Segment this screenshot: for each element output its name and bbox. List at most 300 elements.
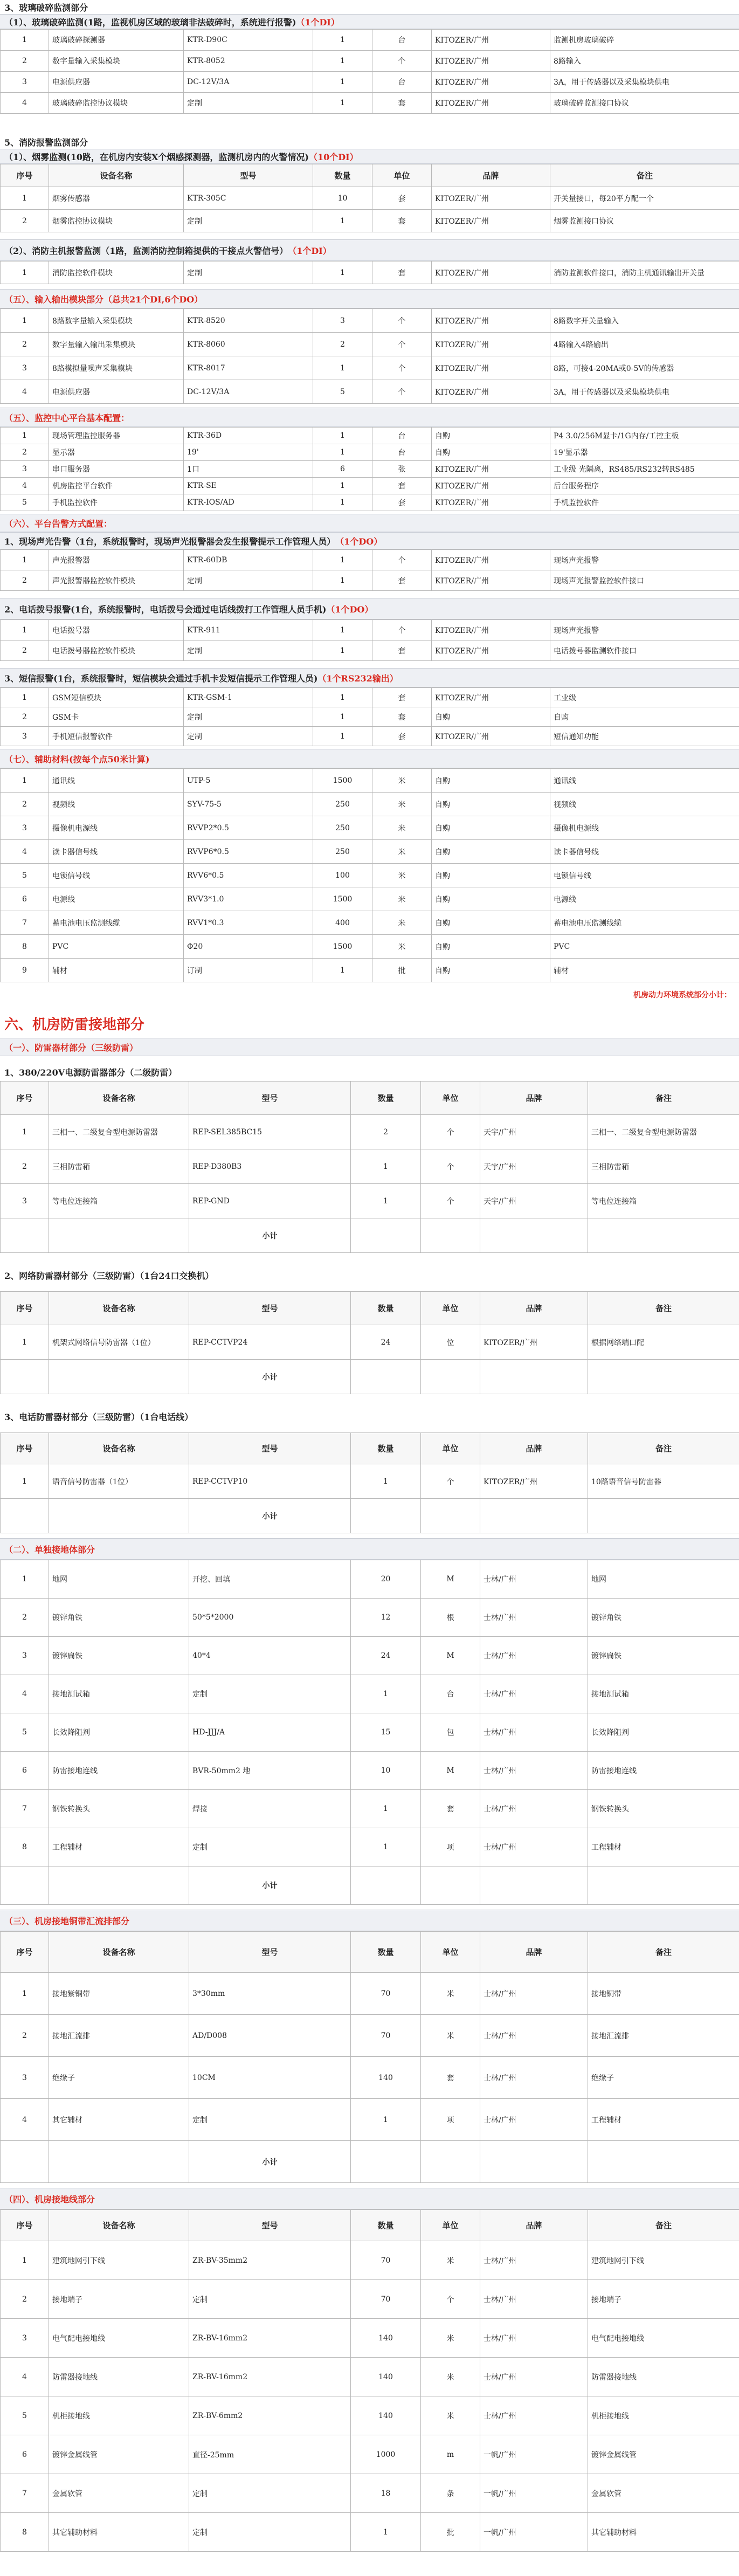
- cell: [480, 2141, 588, 2183]
- cell: 序号: [1, 1292, 49, 1325]
- cell: KTR-911: [184, 620, 313, 640]
- cell: 定制: [189, 2280, 351, 2319]
- table-row: [1, 2435, 739, 2474]
- cell: 100: [313, 864, 372, 887]
- cell: 显示器: [49, 444, 184, 461]
- cell: PVC: [49, 935, 184, 959]
- cell: 1: [351, 1828, 421, 1866]
- cell: 声光报警器: [49, 550, 184, 570]
- cell: 自购: [432, 959, 550, 982]
- cell: 辅材: [550, 959, 739, 982]
- cell: 等电位连接箱: [588, 1184, 739, 1218]
- cell: 根据网络端口配: [588, 1325, 739, 1360]
- cell: 3A，用于传感器以及采集模块供电: [550, 72, 739, 93]
- cell: 台: [421, 1675, 480, 1713]
- cell: 设备名称: [49, 1433, 189, 1464]
- cell: 后台服务程序: [550, 478, 739, 494]
- cell: 2: [1, 570, 49, 591]
- cell: 米: [421, 2319, 480, 2358]
- table-row: [1, 1325, 739, 1360]
- cell: 视频线: [49, 793, 184, 816]
- cell: 设备名称: [49, 2210, 189, 2241]
- cell: 摄像机电源线: [49, 816, 184, 840]
- cell: ZR-BV-16mm2: [189, 2358, 351, 2396]
- cell: 其它辅材: [49, 2099, 189, 2141]
- table-row: [1, 911, 739, 935]
- cell: 个: [372, 333, 432, 356]
- cell: [351, 1866, 421, 1905]
- cell: 工程辅材: [588, 2099, 739, 2141]
- cell: REP-GND: [189, 1184, 351, 1218]
- cell: 70: [351, 2280, 421, 2319]
- cell: 位: [421, 1325, 480, 1360]
- cell: 7: [1, 1790, 49, 1828]
- table-row: [1, 2241, 739, 2280]
- cell: 士林/广州: [480, 2241, 588, 2280]
- subtotal-row: [1, 1218, 739, 1253]
- cell: 建筑地网引下线: [588, 2241, 739, 2280]
- cell: [351, 1218, 421, 1253]
- cell: KITOZER/广州: [432, 72, 550, 93]
- cell: 根: [421, 1599, 480, 1637]
- cell: 单位: [421, 2210, 480, 2241]
- cell: [421, 1218, 480, 1253]
- cell: KITOZER/广州: [480, 1325, 588, 1360]
- cell: 士林/广州: [480, 2319, 588, 2358]
- cell: 6: [1, 1752, 49, 1790]
- cell: 批: [372, 959, 432, 982]
- cell: 士林/广州: [480, 1713, 588, 1752]
- cell: 单位: [421, 1082, 480, 1115]
- cell: 数字量输入采集模块: [49, 51, 184, 72]
- cell: 3: [1, 816, 49, 840]
- cell: 1500: [313, 935, 372, 959]
- table-row: [1, 727, 739, 746]
- cell: KITOZER/广州: [432, 333, 550, 356]
- subsection-title: （1）、玻璃破碎监测(1路，监视机房区域的玻璃非法破碎时，系统进行报警) （1个DI）: [0, 14, 739, 29]
- network-surge-table: [0, 1291, 739, 1394]
- cell: 数量: [351, 1932, 421, 1973]
- cell: 定制: [184, 261, 313, 284]
- cell: KITOZER/广州: [432, 478, 550, 494]
- cell: 50*5*2000: [189, 1599, 351, 1637]
- cell: 1: [313, 51, 372, 72]
- cell: 1: [313, 570, 372, 591]
- table-row: [1, 2396, 739, 2435]
- cell: 士林/广州: [480, 2099, 588, 2141]
- cell: 套: [372, 187, 432, 210]
- cell: 3: [313, 309, 372, 333]
- cell: 140: [351, 2319, 421, 2358]
- cell: 设备名称: [49, 1932, 189, 1973]
- section-title: 六、机房防雷接地部分: [0, 1009, 739, 1038]
- subtotal-row: [1, 2141, 739, 2183]
- cell: KITOZER/广州: [432, 51, 550, 72]
- cell: 2: [1, 1149, 49, 1184]
- cell: 镀锌扁铁: [588, 1637, 739, 1675]
- table-row: [1, 1752, 739, 1790]
- cell: KITOZER/广州: [432, 570, 550, 591]
- cell: RVVP2*0.5: [184, 816, 313, 840]
- cell: KITOZER/广州: [432, 461, 550, 478]
- cell: 玻璃破碎监测接口协议: [550, 93, 739, 114]
- cell: 电话拨号器监控软件模块: [49, 640, 184, 661]
- cell: REP-CCTVP10: [189, 1464, 351, 1499]
- cell: UTP-5: [184, 769, 313, 793]
- cell: 1: [351, 1790, 421, 1828]
- cell: 250: [313, 793, 372, 816]
- cell: 电源供应器: [49, 72, 184, 93]
- cell: [480, 1866, 588, 1905]
- cell: 米: [421, 2241, 480, 2280]
- cell: KTR-IOS/AD: [184, 494, 313, 511]
- cell: 定制: [184, 570, 313, 591]
- cell: 个: [372, 550, 432, 570]
- cell: 4: [1, 2358, 49, 2396]
- cell: AD/D008: [189, 2015, 351, 2057]
- cell: KITOZER/广州: [432, 620, 550, 640]
- table-row: [1, 1713, 739, 1752]
- cell: 套: [421, 2057, 480, 2099]
- cell: 数量: [351, 1292, 421, 1325]
- subsection-title: （七）、辅助材料(按每个点50米计算): [0, 749, 739, 768]
- cell: 1: [1, 769, 49, 793]
- cell: 现场声光报警监控软件接口: [550, 570, 739, 591]
- cell: 型号: [189, 1292, 351, 1325]
- cell: BVR-50mm2 地: [189, 1752, 351, 1790]
- table-row: [1, 1828, 739, 1866]
- cell: 数量: [351, 1433, 421, 1464]
- cell: SYV-75-5: [184, 793, 313, 816]
- cell: 自购: [432, 840, 550, 864]
- cell: 套: [372, 727, 432, 746]
- cell: 24: [351, 1637, 421, 1675]
- cell: 防雷器接地线: [588, 2358, 739, 2396]
- cell: 蓄电池电压监测线缆: [49, 911, 184, 935]
- cell: 开关量接口，每20平方配一个: [550, 187, 739, 210]
- cell: 6: [313, 461, 372, 478]
- cell: 1: [351, 1464, 421, 1499]
- table-row: [1, 51, 739, 72]
- cell: 10: [351, 1752, 421, 1790]
- cell: [588, 1866, 739, 1905]
- cell: 镀锌扁铁: [49, 1637, 189, 1675]
- cell: M: [421, 1560, 480, 1599]
- cell: 序号: [1, 1433, 49, 1464]
- cell: 套: [421, 1790, 480, 1828]
- cell: 电锁信号线: [550, 864, 739, 887]
- cell: 序号: [1, 1932, 49, 1973]
- cell: 个: [372, 309, 432, 333]
- cell: 8: [1, 935, 49, 959]
- subtotal-note: 机房动力环境系统部分小计：: [633, 991, 731, 1000]
- cell: 2: [1, 51, 49, 72]
- cell: 8路数字量输入采集模块: [49, 309, 184, 333]
- cell: 型号: [189, 2210, 351, 2241]
- cell: 备注: [588, 1082, 739, 1115]
- cell: 序号: [1, 1082, 49, 1115]
- cell: [351, 1499, 421, 1533]
- cell: 数字量输入输出采集模块: [49, 333, 184, 356]
- cell: 15: [351, 1713, 421, 1752]
- cell: 3: [1, 1637, 49, 1675]
- table-row: [1, 1184, 739, 1218]
- cell: 定制: [184, 93, 313, 114]
- aux-material-table: [0, 768, 739, 982]
- cell: 三相防雷箱: [49, 1149, 189, 1184]
- table-row: [1, 2358, 739, 2396]
- cell: ZR-BV-16mm2: [189, 2319, 351, 2358]
- subsection-title: 3、电话防雷器材部分（三级防雷）（1台电话线）: [0, 1400, 739, 1432]
- cell: 镀锌金属线管: [588, 2435, 739, 2474]
- cell: 自购: [432, 816, 550, 840]
- cell: 个: [421, 2280, 480, 2319]
- cell: 自购: [432, 887, 550, 911]
- cell: RVVP6*0.5: [184, 840, 313, 864]
- cell: 140: [351, 2396, 421, 2435]
- cell: [1, 2141, 49, 2183]
- cell: 2: [1, 210, 49, 232]
- table-row: [1, 428, 739, 444]
- cell: 玻璃破碎探测器: [49, 30, 184, 51]
- cell: 电锁信号线: [49, 864, 184, 887]
- cell: 现场声光报警: [550, 550, 739, 570]
- table-row: [1, 1973, 739, 2015]
- cell: 1: [313, 428, 372, 444]
- section-title: 5、消防报警监测部分: [0, 135, 739, 149]
- cell: 3*30mm: [189, 1973, 351, 2015]
- cell: 1: [351, 2513, 421, 2552]
- cell: 接地铜带: [588, 1973, 739, 2015]
- cell: 1: [1, 620, 49, 640]
- cell: 自购: [432, 935, 550, 959]
- cell: 1: [313, 30, 372, 51]
- cell: 天宇/广州: [480, 1115, 588, 1149]
- cell: 金属软管: [588, 2474, 739, 2513]
- table-row: [1, 840, 739, 864]
- cell: GSM卡: [49, 707, 184, 727]
- cell: 自购: [432, 428, 550, 444]
- cell: 士林/广州: [480, 1752, 588, 1790]
- cell: 蓄电池电压监测线缆: [550, 911, 739, 935]
- cell: 电源线: [550, 887, 739, 911]
- table-row: [1, 864, 739, 887]
- cell: [421, 1499, 480, 1533]
- cell: 个: [372, 356, 432, 380]
- section-title: 3、玻璃破碎监测部分: [0, 0, 739, 14]
- cell: 米: [372, 864, 432, 887]
- cell: KTR-8060: [184, 333, 313, 356]
- cell: 8路输入: [550, 51, 739, 72]
- cell: 1: [313, 707, 372, 727]
- cell: KTR-8520: [184, 309, 313, 333]
- subsection-title: 2、网络防雷器材部分（三级防雷）（1台24口交换机）: [0, 1259, 739, 1291]
- cell: 定制: [189, 2474, 351, 2513]
- cell: 品牌: [480, 1932, 588, 1973]
- cell: 1: [313, 688, 372, 707]
- table-row: [1, 494, 739, 511]
- cell: ZR-BV-6mm2: [189, 2396, 351, 2435]
- table-row: [1, 550, 739, 570]
- io-module-table: [0, 308, 739, 404]
- table-row: [1, 1115, 739, 1149]
- cell: 台: [372, 30, 432, 51]
- cell: 1000: [351, 2435, 421, 2474]
- table-row: [1, 570, 739, 591]
- subsection-title: （五）、监控中心平台基本配置：: [0, 408, 739, 427]
- cell: [49, 1360, 189, 1394]
- cell: 一帆/广州: [480, 2435, 588, 2474]
- cell: 1: [1, 1115, 49, 1149]
- cell: 长效降阻剂: [49, 1713, 189, 1752]
- cell: 手机短信报警软件: [49, 727, 184, 746]
- subsection-title: 2、电话拨号报警(1台，系统报警时，电话拨号会通过电话线拨打工作管理人员手机) （1个DO）: [0, 598, 739, 619]
- cell: 2: [1, 793, 49, 816]
- cell: RVV6*0.5: [184, 864, 313, 887]
- cell: 摄像机电源线: [550, 816, 739, 840]
- cell: 自购: [432, 769, 550, 793]
- cell: KITOZER/广州: [480, 1464, 588, 1499]
- cell: KTR-36D: [184, 428, 313, 444]
- cell: 天宇/广州: [480, 1149, 588, 1184]
- cell: 1口: [184, 461, 313, 478]
- cell: 电话拨号器: [49, 620, 184, 640]
- subsection-title: 1、380/220V电源防雷器部分（二级防雷）: [0, 1063, 739, 1081]
- cell: 串口服务器: [49, 461, 184, 478]
- cell: KITOZER/广州: [432, 550, 550, 570]
- cell: HD-JJJ/A: [189, 1713, 351, 1752]
- cell: 士林/广州: [480, 1828, 588, 1866]
- cell: 士林/广州: [480, 1599, 588, 1637]
- cell: RVV1*0.3: [184, 911, 313, 935]
- cell: 单位: [372, 164, 432, 187]
- cell: [480, 1360, 588, 1394]
- table-row: [1, 72, 739, 93]
- platform-table: [0, 427, 739, 511]
- cell: 8: [1, 1828, 49, 1866]
- smoke-table: [0, 164, 739, 232]
- cell: 设备名称: [49, 164, 184, 187]
- cell: 焊接: [189, 1790, 351, 1828]
- table-row: [1, 620, 739, 640]
- cell: 米: [372, 911, 432, 935]
- cell: 4路输入4路输出: [550, 333, 739, 356]
- cell: [588, 1360, 739, 1394]
- cell: 项: [421, 1828, 480, 1866]
- cell: 接地测试箱: [49, 1675, 189, 1713]
- cell: 个: [372, 51, 432, 72]
- cell: 三相一、二级复合型电源防雷器: [588, 1115, 739, 1149]
- table-row: [1, 478, 739, 494]
- cell: 1500: [313, 769, 372, 793]
- cell: 1: [313, 210, 372, 232]
- phone-dialer-table: [0, 619, 739, 661]
- cell: 现场声光报警: [550, 620, 739, 640]
- table-header-row: [1, 164, 739, 187]
- cell: 8路数字开关量输入: [550, 309, 739, 333]
- cell: 地网: [588, 1560, 739, 1599]
- cell: 1: [1, 2241, 49, 2280]
- cell: 18: [351, 2474, 421, 2513]
- cell: 140: [351, 2057, 421, 2099]
- table-row: [1, 640, 739, 661]
- cell: 备注: [588, 2210, 739, 2241]
- cell: 通讯线: [49, 769, 184, 793]
- cell: 1: [1, 428, 49, 444]
- cell: 3: [1, 72, 49, 93]
- cell: 序号: [1, 2210, 49, 2241]
- cell: 建筑地网引下线: [49, 2241, 189, 2280]
- cell: 现场管理监控服务器: [49, 428, 184, 444]
- table-row: [1, 261, 739, 284]
- cell: 机柜接地线: [588, 2396, 739, 2435]
- cell: 条: [421, 2474, 480, 2513]
- cell: 2: [1, 2280, 49, 2319]
- cell: 1: [313, 478, 372, 494]
- table-row: [1, 1599, 739, 1637]
- cell: GSM短信模块: [49, 688, 184, 707]
- subsection-title: （1）、烟雾监测(10路，在机房内安装X个烟感探测器，监测机房内的火警情况) （10个DI）: [0, 149, 739, 164]
- subsection-title: （四）、机房接地线部分: [0, 2188, 739, 2209]
- cell: REP-D380B3: [189, 1149, 351, 1184]
- cell: 绝缘子: [588, 2057, 739, 2099]
- cell: 9: [1, 959, 49, 982]
- cell: 烟雾传感器: [49, 187, 184, 210]
- subsection-title: （2）、消防主机报警监测（1路，监测消防控制箱提供的干接点火警信号） （1个DI）: [0, 239, 739, 261]
- subsection-title: （六）、平台告警方式配置：: [0, 514, 739, 532]
- cell: 钢铁转换头: [588, 1790, 739, 1828]
- cell: 台: [372, 72, 432, 93]
- cell: ZR-BV-35mm2: [189, 2241, 351, 2280]
- cell: 1: [1, 1464, 49, 1499]
- cell: [480, 1499, 588, 1533]
- cell: 型号: [189, 1932, 351, 1973]
- cell: 1: [313, 959, 372, 982]
- cell: KITOZER/广州: [432, 30, 550, 51]
- table-header-row: [1, 1082, 739, 1115]
- cell: 工程辅材: [49, 1828, 189, 1866]
- cell: Φ20: [184, 935, 313, 959]
- cell: 电气配电接地线: [588, 2319, 739, 2358]
- cell: 品牌: [480, 1433, 588, 1464]
- cell: 天宇/广州: [480, 1184, 588, 1218]
- cell: [480, 1218, 588, 1253]
- table-row: [1, 30, 739, 51]
- cell: 2: [1, 333, 49, 356]
- cell: 工业级 光隔离，RS485/RS232转RS485: [550, 461, 739, 478]
- table-row: [1, 210, 739, 232]
- table-row: [1, 688, 739, 707]
- cell: 个: [421, 1115, 480, 1149]
- cell: 型号: [189, 1433, 351, 1464]
- cell: 1: [313, 72, 372, 93]
- cell: 3A，用于传感器以及采集模块供电: [550, 380, 739, 404]
- cell: 3: [1, 2319, 49, 2358]
- cell: 接地端子: [588, 2280, 739, 2319]
- cell: 电源供应器: [49, 380, 184, 404]
- cell: 品牌: [480, 1082, 588, 1115]
- cell: 5: [1, 494, 49, 511]
- cell: 其它辅助材料: [588, 2513, 739, 2552]
- cell: 长效降阻剂: [588, 1713, 739, 1752]
- cell: 19': [184, 444, 313, 461]
- cell: 语音信号防雷器（1位）: [49, 1464, 189, 1499]
- cell: 套: [372, 93, 432, 114]
- table-row: [1, 380, 739, 404]
- cell: 1: [1, 1325, 49, 1360]
- cell: 电源线: [49, 887, 184, 911]
- copper-busbar-table: [0, 1931, 739, 2183]
